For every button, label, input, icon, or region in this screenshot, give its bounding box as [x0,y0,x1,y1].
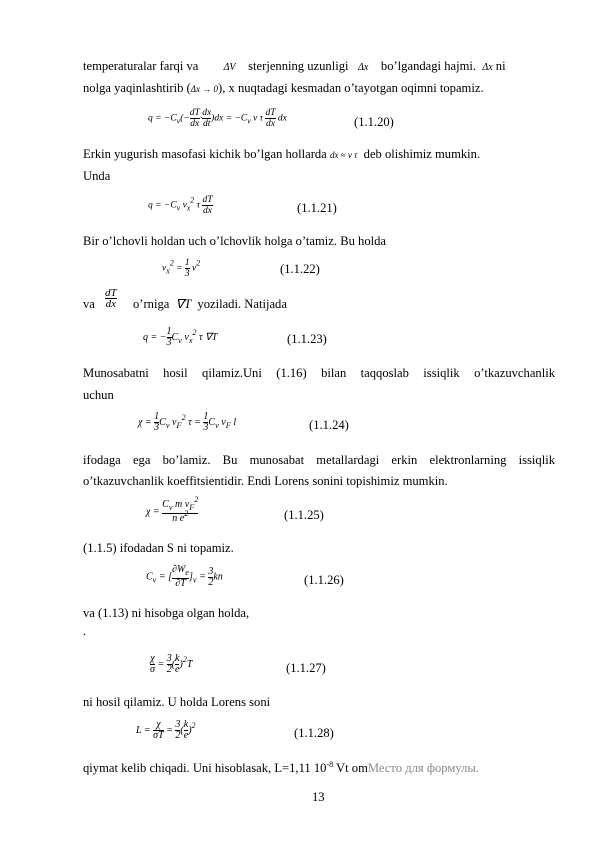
text-l3a: Erkin yugurish masofasi kichik bo’lgan hollarda [83,147,327,161]
math-delta-v: ΔV [223,62,236,73]
text-l14-exp: -8 [326,760,334,769]
equation-1-1-22: $v_x^2$ = $\frac{1}{3}$ $v^2$ [162,258,201,279]
para-line-13: ni hosil qilamiz. U holda Lorens soni [83,695,271,709]
text-l2b: ), x nuqtadagi kesmadan o’tayotgan oqimni topamiz. [218,81,484,95]
text-l6a: va [83,297,95,311]
equation-1-1-24: χ = $\frac{1}{3}$ $C_v$ $v_F^2$ τ = $\frac{1}{3}$ $C_v$ $v_F$ l [138,411,237,433]
text-l6b: o’rniga [133,297,170,311]
text-l6c: yoziladi. Natijada [197,297,287,311]
para-line-7: Munosabatni hosil qilamiz.Uni (1.16) bilan taqqoslab issiqlik o’tkazuvchanlik [83,366,555,380]
math-limit: Δx → 0 [190,84,219,94]
stray-dot: . [83,624,87,638]
para-line-2 [83,80,484,97]
equation-1-1-23: q = − $\frac{1}{3}$ $C_v$ $v_x^2$ τ ∇T [143,326,218,348]
text-l2: nolga yaqinlashtirib ( [83,81,191,95]
text-l14c: Vt om [333,761,368,775]
equation-1-1-25: χ = $\frac{C_v m v_F^2}{n e^2}$ [146,495,199,524]
para-line-12: va (1.13) ni hisobga olgan holda, [83,606,250,620]
math-approx: dx ≈ v τ [329,150,358,160]
formula-placeholder[interactable]: Место для формулы. [367,761,480,775]
equation-1-1-28: L = $\frac{\chi}{\sigma T}$ = $\frac{3}{2}$ ( $\frac{k}{e}$ )$^2$ [136,719,196,741]
eq-number-1-1-28: (1.1.28) [294,726,334,740]
para-line-6 [83,296,95,312]
eq-number-1-1-23: (1.1.23) [287,332,327,346]
math-grad: ∇T [175,297,192,311]
equation-1-1-26: $C_v$ = [ $\frac{\partial W_e}{\partial T}$ ]$_v$ = $\frac{3}{2}$ kn [146,564,223,589]
math-delta-x-2: Δx [482,62,493,73]
text-l14a: qiymat kelib chiqadi. Uni hisoblasak, L=1,11 [83,761,311,775]
para-line-10: o’tkazuvchanlik koeffitsientidir. Endi Lorens sonini topishimiz mumkin. [83,474,448,488]
text-l1c: bo’lgandagi hajmi. [380,59,477,73]
equation-1-1-27: $\frac{\chi}{\sigma}$ = $\frac{3}{2}$ ( $\frac{k}{e}$ )$^2$T [150,653,193,675]
eq-number-1-1-27: (1.1.27) [286,661,326,675]
para-line-9: ifodaga ega bo’lamiz. Bu munosabat metallardagi erkin elektronlarning issiqlik [83,453,555,467]
text-l1a: temperaturalar farqi va [83,59,199,73]
text-l1d: ni [495,59,506,73]
eq-number-1-1-22: (1.1.22) [280,262,320,276]
para-line-5: Bir o’lchovli holdan uch o’lchovlik holga o’tamiz. Bu holda [83,234,387,248]
eq-number-1-1-26: (1.1.26) [304,573,344,587]
math-dt-dx: $\frac{dT}{dx}$ [105,287,117,310]
eq-number-1-1-24: (1.1.24) [309,418,349,432]
text-l3b: deb olishimiz mumkin. [363,147,481,161]
eq-number-1-1-25: (1.1.25) [284,508,324,522]
text-l14b: 10 [310,761,327,775]
text-l1b: sterjenning uzunligi [248,59,349,73]
eq-number-1-1-21: (1.1.21) [297,201,337,215]
para-line-6b [133,296,287,312]
para-line-11: (1.1.5) ifodadan S ni topamiz. [83,541,234,555]
para-line-8: uchun [83,388,114,402]
page-number: 13 [312,790,325,804]
para-line-3 [83,146,480,163]
para-line-14 [83,760,479,776]
para-line-4: Unda [83,169,111,183]
equation-1-1-21: $q = -C_v$ $v_x^2$ τ $\frac{dT}{dx}$ [148,195,213,216]
eq-number-1-1-20: (1.1.20) [354,115,394,129]
math-delta-x: Δx [357,62,369,73]
equation-1-1-20: $q = -C_v(-$ $\frac{dT}{dx}$ · $\frac{dx}{dt}$ )$dx = -C_v$ v τ $\frac{dT}{dx}$ dx [148,108,287,129]
para-line-1 [83,58,506,76]
